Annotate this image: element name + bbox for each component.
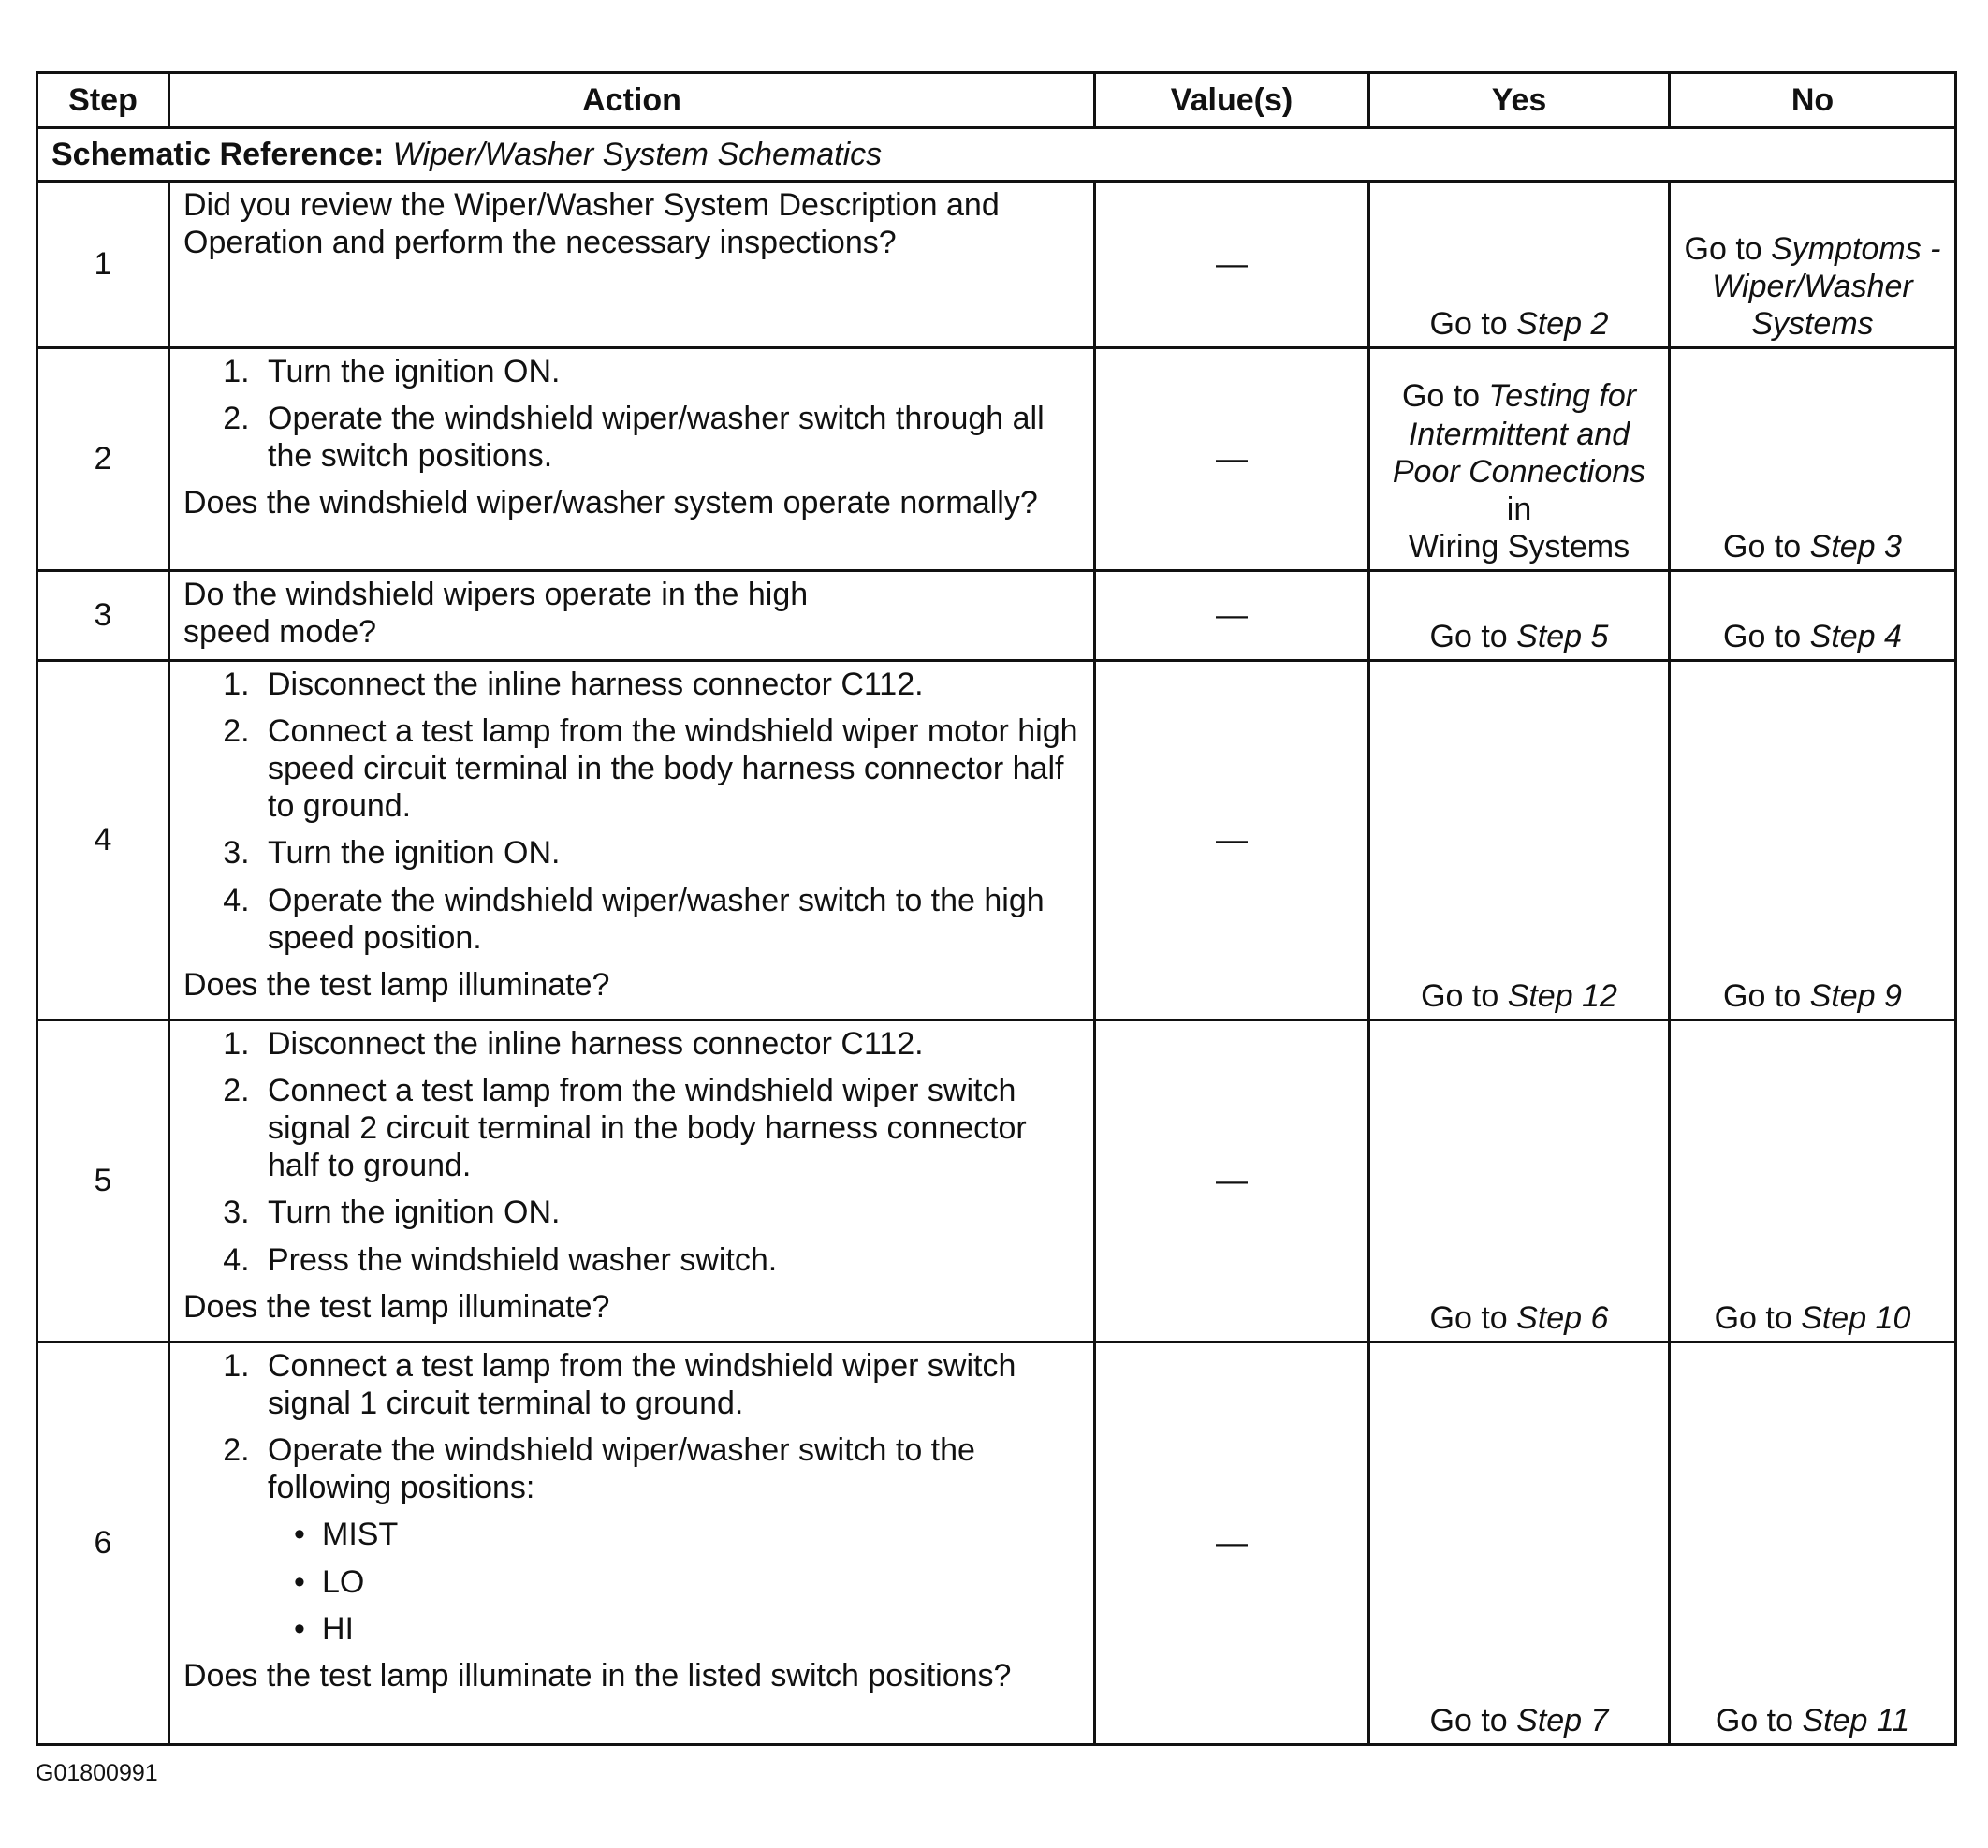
step-number: 3: [37, 571, 169, 661]
action-question: Does the test lamp illuminate?: [183, 966, 610, 1003]
yes-prefix: Go to: [1429, 1702, 1517, 1738]
value-cell: —: [1095, 182, 1369, 348]
action-steps-list: [183, 666, 1080, 957]
header-action: Action: [169, 73, 1095, 128]
action-step: 3. Turn the ignition ON.: [258, 834, 1080, 872]
no-prefix: Go to: [1715, 1702, 1803, 1738]
schematic-reference-label: Schematic Reference:: [51, 136, 385, 172]
action-cell: [169, 1342, 1095, 1745]
action-steps-list: [183, 353, 1080, 475]
yes-prefix: Go to: [1401, 378, 1489, 415]
no-cell: [1670, 571, 1956, 661]
value-cell: —: [1095, 1020, 1369, 1342]
schematic-reference-cell: [37, 128, 1956, 182]
action-question: Do the windshield wipers operate in the high speed mode?: [183, 577, 809, 651]
action-step: 1. Connect a test lamp from the windshield wiper switch signal 1 circuit terminal to ground.: [258, 1347, 1080, 1422]
yes-target-link[interactable]: Step 5: [1516, 618, 1609, 654]
table-row: [37, 348, 1956, 571]
no-cell: [1670, 661, 1956, 1020]
no-prefix: Go to: [1723, 977, 1810, 1014]
figure-id: G01800991: [36, 1760, 158, 1786]
no-cell: [1670, 348, 1956, 571]
yes-prefix: Go to: [1421, 977, 1508, 1014]
table-row: [37, 661, 1956, 1020]
action-question: Did you review the Wiper/Washer System Description and Operation and perform the necessary inspections?: [183, 187, 1000, 261]
no-cell: [1670, 1020, 1956, 1342]
no-target-link[interactable]: Step 10: [1801, 1299, 1911, 1336]
action-step: 4. Press the windshield washer switch.: [258, 1241, 1080, 1279]
schematic-reference-row: [37, 128, 1956, 182]
action-steps-list: [183, 1025, 1080, 1279]
yes-cell: [1369, 1020, 1670, 1342]
action-step: 1. Disconnect the inline harness connector C112.: [258, 1025, 1080, 1063]
no-prefix: Go to: [1684, 230, 1772, 267]
yes-cell: [1369, 182, 1670, 348]
action-question: Does the test lamp illuminate in the listed switch positions?: [183, 1657, 1012, 1694]
yes-target-link[interactable]: Step 2: [1516, 305, 1609, 342]
yes-prefix: Go to: [1429, 618, 1517, 654]
action-step: 1. Disconnect the inline harness connector C112.: [258, 666, 1080, 703]
value-cell: —: [1095, 661, 1369, 1020]
header-values: Value(s): [1095, 73, 1369, 128]
no-cell: [1670, 1342, 1956, 1745]
step-number: 1: [37, 182, 169, 348]
header-row: [37, 73, 1956, 128]
no-target-link[interactable]: Step 9: [1809, 977, 1902, 1014]
table-row: [37, 1342, 1956, 1745]
yes-suffix-in: in: [1506, 491, 1532, 527]
yes-target-link[interactable]: Step 6: [1516, 1299, 1609, 1336]
header-yes: Yes: [1369, 73, 1670, 128]
switch-position-item: • LO: [285, 1563, 1080, 1601]
table-row: [37, 1020, 1956, 1342]
no-target-link[interactable]: Step 3: [1809, 528, 1902, 565]
no-target-link[interactable]: Step 11: [1802, 1702, 1910, 1738]
action-cell: [169, 661, 1095, 1020]
yes-cell: [1369, 571, 1670, 661]
yes-prefix: Go to: [1429, 305, 1517, 342]
action-question: Does the windshield wiper/washer system operate normally?: [183, 485, 1038, 521]
yes-suffix-wiring[interactable]: Wiring Systems: [1408, 528, 1630, 565]
yes-target-link[interactable]: Testing for Intermittent and Poor Connections: [1392, 378, 1646, 490]
no-prefix: Go to: [1714, 1299, 1802, 1336]
action-step: [258, 1431, 1080, 1648]
action-cell: [169, 1020, 1095, 1342]
yes-target-link[interactable]: Step 12: [1507, 977, 1617, 1014]
yes-cell: [1369, 661, 1670, 1020]
action-step: 2. Operate the windshield wiper/washer switch through all the switch positions.: [258, 400, 1080, 475]
action-step: 3. Turn the ignition ON.: [258, 1194, 1080, 1231]
no-prefix: Go to: [1723, 618, 1810, 654]
value-cell: —: [1095, 348, 1369, 571]
no-prefix: Go to: [1723, 528, 1810, 565]
value-cell: —: [1095, 571, 1369, 661]
yes-prefix: Go to: [1429, 1299, 1517, 1336]
step-number: 5: [37, 1020, 169, 1342]
step-number: 2: [37, 348, 169, 571]
no-cell: [1670, 182, 1956, 348]
header-step: Step: [37, 73, 169, 128]
yes-target-link[interactable]: Step 7: [1516, 1702, 1609, 1738]
table-row: [37, 571, 1956, 661]
diagnostic-table: [36, 71, 1957, 1746]
action-question: Does the test lamp illuminate?: [183, 1288, 610, 1325]
switch-position-item: • MIST: [285, 1516, 1080, 1553]
header-no: No: [1670, 73, 1956, 128]
step-number: 4: [37, 661, 169, 1020]
action-step: 1. Turn the ignition ON.: [258, 353, 1080, 390]
switch-position-item: • HI: [285, 1610, 1080, 1648]
yes-cell: [1369, 1342, 1670, 1745]
no-target-link[interactable]: Step 4: [1809, 618, 1902, 654]
no-target-link[interactable]: Symptoms - Wiper/Washer Systems: [1712, 230, 1941, 342]
diagnostic-table-container: [36, 71, 1954, 1746]
action-cell: [169, 571, 1095, 661]
action-step: 2. Connect a test lamp from the windshield wiper motor high speed circuit terminal in the body harness connector half to ground.: [258, 712, 1080, 825]
yes-cell: [1369, 348, 1670, 571]
switch-positions-list: [268, 1516, 1080, 1647]
step-number: 6: [37, 1342, 169, 1745]
action-step: 2. Connect a test lamp from the windshield wiper switch signal 2 circuit terminal in the body harness connector half to ground.: [258, 1072, 1080, 1184]
action-cell: [169, 182, 1095, 348]
schematic-reference-link[interactable]: Wiper/Washer System Schematics: [392, 136, 883, 172]
action-cell: [169, 348, 1095, 571]
action-steps-list: [183, 1347, 1080, 1648]
action-step-text: Operate the windshield wiper/washer switch to the following positions:: [268, 1432, 975, 1506]
table-row: [37, 182, 1956, 348]
value-cell: —: [1095, 1342, 1369, 1745]
action-step: 4. Operate the windshield wiper/washer switch to the high speed position.: [258, 882, 1080, 957]
